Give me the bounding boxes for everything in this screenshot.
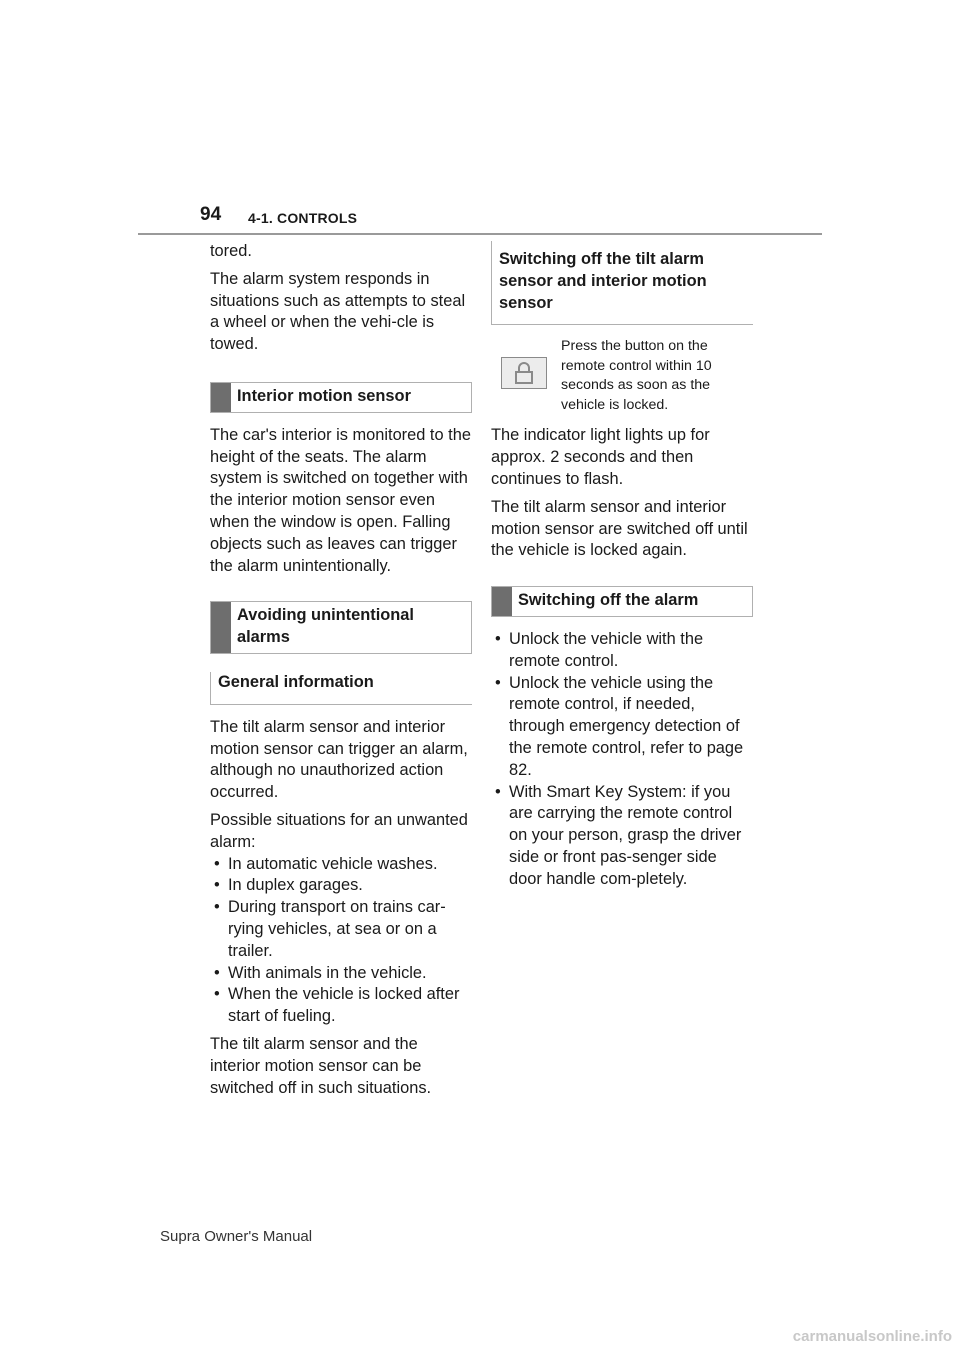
footer-manual-name: Supra Owner's Manual bbox=[160, 1228, 313, 1245]
header-rule bbox=[138, 233, 822, 235]
heading-switching-off-alarm bbox=[491, 586, 753, 617]
paragraph: The car's interior is monitored to the height of the seats. The alarm system is switched on together with the interior motion sensor even when the window is open. Falling objects such as leaves can trigger the alarm unintentionally. bbox=[210, 425, 471, 575]
watermark: carmanualsonline.info bbox=[792, 1328, 952, 1345]
situation-list bbox=[210, 854, 472, 1028]
paragraph: The tilt alarm sensor and interior motion sensor are switched off until the vehicle is locked again. bbox=[491, 497, 748, 560]
unlock-list bbox=[491, 629, 753, 891]
paragraph: Possible situations for an unwanted alarm: bbox=[210, 810, 468, 851]
right-column bbox=[491, 241, 753, 897]
list-item: • When the vehicle is locked after start of fueling. bbox=[210, 984, 472, 1028]
list-item: • In automatic vehicle washes. bbox=[210, 854, 472, 876]
lock-icon bbox=[501, 357, 547, 389]
icon-note-text: Press the button on the remote control within 10 seconds as soon as the vehicle is locked. bbox=[561, 338, 712, 413]
paragraph: The alarm system responds in situations such as attempts to steal a wheel or when the vehi-cle is towed. bbox=[210, 269, 466, 354]
list-item: • In duplex garages. bbox=[210, 875, 472, 897]
subheading-text: Switching off the tilt alarm sensor and interior motion sensor bbox=[499, 250, 707, 312]
list-item: • With animals in the vehicle. bbox=[210, 963, 472, 985]
list-item: • With Smart Key System: if you are carrying the remote control on your person, grasp the driver side or front pas-senger side door handle com-pletely. bbox=[491, 782, 753, 891]
list-item: • Unlock the vehicle with the remote control. bbox=[491, 629, 753, 673]
heading-text: Avoiding unintentional alarms bbox=[237, 606, 414, 647]
left-column bbox=[210, 241, 472, 1105]
heading-avoiding-alarms bbox=[210, 601, 472, 654]
list-item: • During transport on trains car-rying vehicles, at sea or on a trailer. bbox=[210, 897, 472, 962]
paragraph: The tilt alarm sensor and the interior motion sensor can be switched off in such situations. bbox=[210, 1034, 432, 1097]
section-title: 4-1. CONTROLS bbox=[248, 210, 358, 226]
subheading-text: General information bbox=[218, 672, 374, 691]
list-item: • Unlock the vehicle using the remote control, if needed, through emergency detection of the remote control, refer to page 82. bbox=[491, 673, 753, 782]
subheading-switching-off-tilt bbox=[491, 241, 753, 325]
heading-text: Interior motion sensor bbox=[237, 386, 411, 405]
page-number: 94 bbox=[200, 204, 222, 225]
paragraph: The indicator light lights up for approx. 2 seconds and then continues to flash. bbox=[491, 426, 710, 488]
lock-button-note bbox=[491, 337, 753, 415]
heading-text: Switching off the alarm bbox=[518, 591, 699, 610]
paragraph: The tilt alarm sensor and interior motion sensor can trigger an alarm, although no unauthorized action occurred. bbox=[210, 717, 468, 802]
paragraph: tored. bbox=[210, 242, 252, 260]
subheading-general-information bbox=[210, 672, 472, 705]
heading-interior-motion-sensor bbox=[210, 382, 472, 413]
